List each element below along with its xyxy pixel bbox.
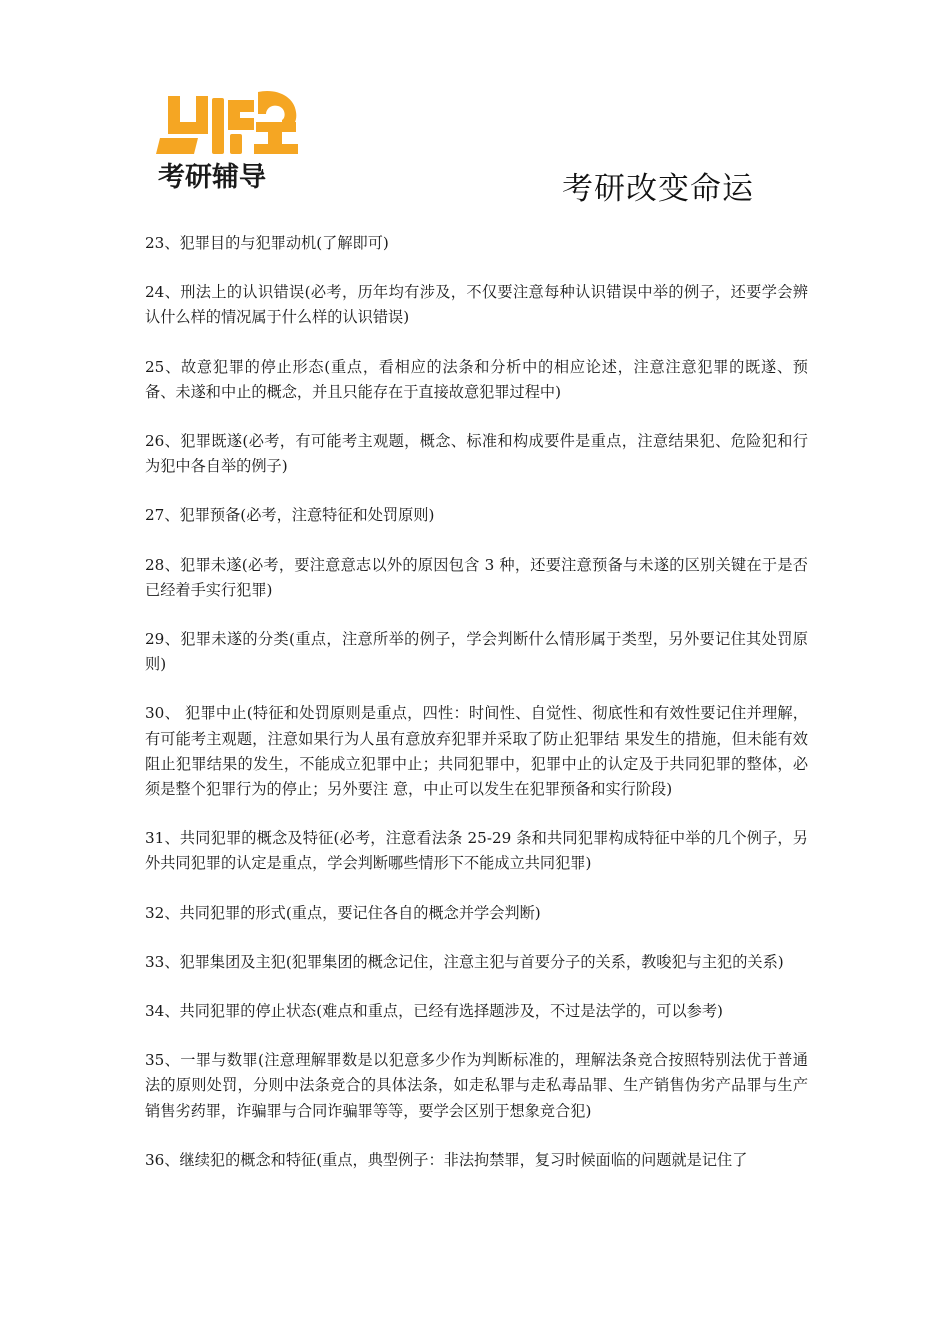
logo: [150, 78, 300, 196]
list-item: 27、犯罪预备(必考，注意特征和处罚原则): [145, 506, 435, 525]
slogan: 考研改变命运: [562, 171, 754, 207]
list-item: 25、故意犯罪的停止形态(重点，看相应的法条和分析中的相应论述，注意注意犯罪的既遂、预备、未遂和中止的概念，并且只能存在于直接故意犯罪过程中): [145, 357, 808, 401]
list-item: 29、犯罪未遂的分类(重点，注意所举的例子，学会判断什么情形属于类型，另外要记住其处罚原则): [145, 630, 808, 674]
list-item: 34、共同犯罪的停止状态(难点和重点，已经有选择题涉及，不过是法学的，可以参考): [145, 1002, 723, 1021]
list-item: 35、一罪与数罪(注意理解罪数是以犯意多少作为判断标准的，理解法条竞合按照特别法优于普通法的原则处罚，分则中法条竞合的具体法条，如走私罪与走私毒品罪、生产销售伪劣产品罪与生产销售劣药罪，诈骗罪与合同诈骗罪等等，要学会区别于想象竞合犯): [145, 1051, 808, 1120]
list-item: 32、共同犯罪的形式(重点，要记住各自的概念并学会判断): [145, 903, 541, 922]
list-item: 33、犯罪集团及主犯(犯罪集团的概念记住，注意主犯与首要分子的关系，教唆犯与主犯的关系): [145, 952, 784, 971]
list-item: 31、共同犯罪的概念及特征(必考，注意看法条 25-29 条和共同犯罪构成特征中举的几个例子，另外共同犯罪的认定是重点，学会判断哪些情形下不能成立共同犯罪): [145, 829, 808, 873]
list-item: 26、犯罪既遂(必考，有可能考主观题，概念、标准和构成要件是重点，注意结果犯、危险犯和行为犯中各自举的例子): [145, 432, 808, 476]
list-item: 23、犯罪目的与犯罪动机(了解即可): [145, 234, 389, 252]
list-item: 28、犯罪未遂(必考，要注意意志以外的原因包含 3 种，还要注意预备与未遂的区别关键在于是否已经着手实行犯罪): [145, 555, 808, 599]
logo-subtitle: 考研辅导: [158, 162, 266, 193]
list-item: 36、继续犯的概念和特征(重点，典型例子：非法拘禁罪，复习时候面临的问题就是记住了: [145, 1150, 748, 1169]
list-item: 24、刑法上的认识错误(必考，历年均有涉及，不仅要注意每种认识错误中举的例子，还要学会辨认什么样的情况属于什么样的认识错误): [145, 283, 808, 327]
kaicheng-logo-graphic: [150, 78, 300, 196]
document-body: [145, 231, 808, 1197]
list-item: 30、 犯罪中止(特征和处罚原则是重点，四性：时间性、自觉性、彻底性和有效性要记住并理解，有可能考主观题，注意如果行为人虽有意放弃犯罪并采取了防止犯罪结 果发生的措施，但未能有效阻止犯罪结果的发生，不能成立犯罪中止；共同犯罪中，犯罪中止的认定及于共同犯罪的整体，必须是整个犯罪行为的停止；另外要注 意，中止可以发生在犯罪预备和实行阶段): [145, 704, 808, 799]
